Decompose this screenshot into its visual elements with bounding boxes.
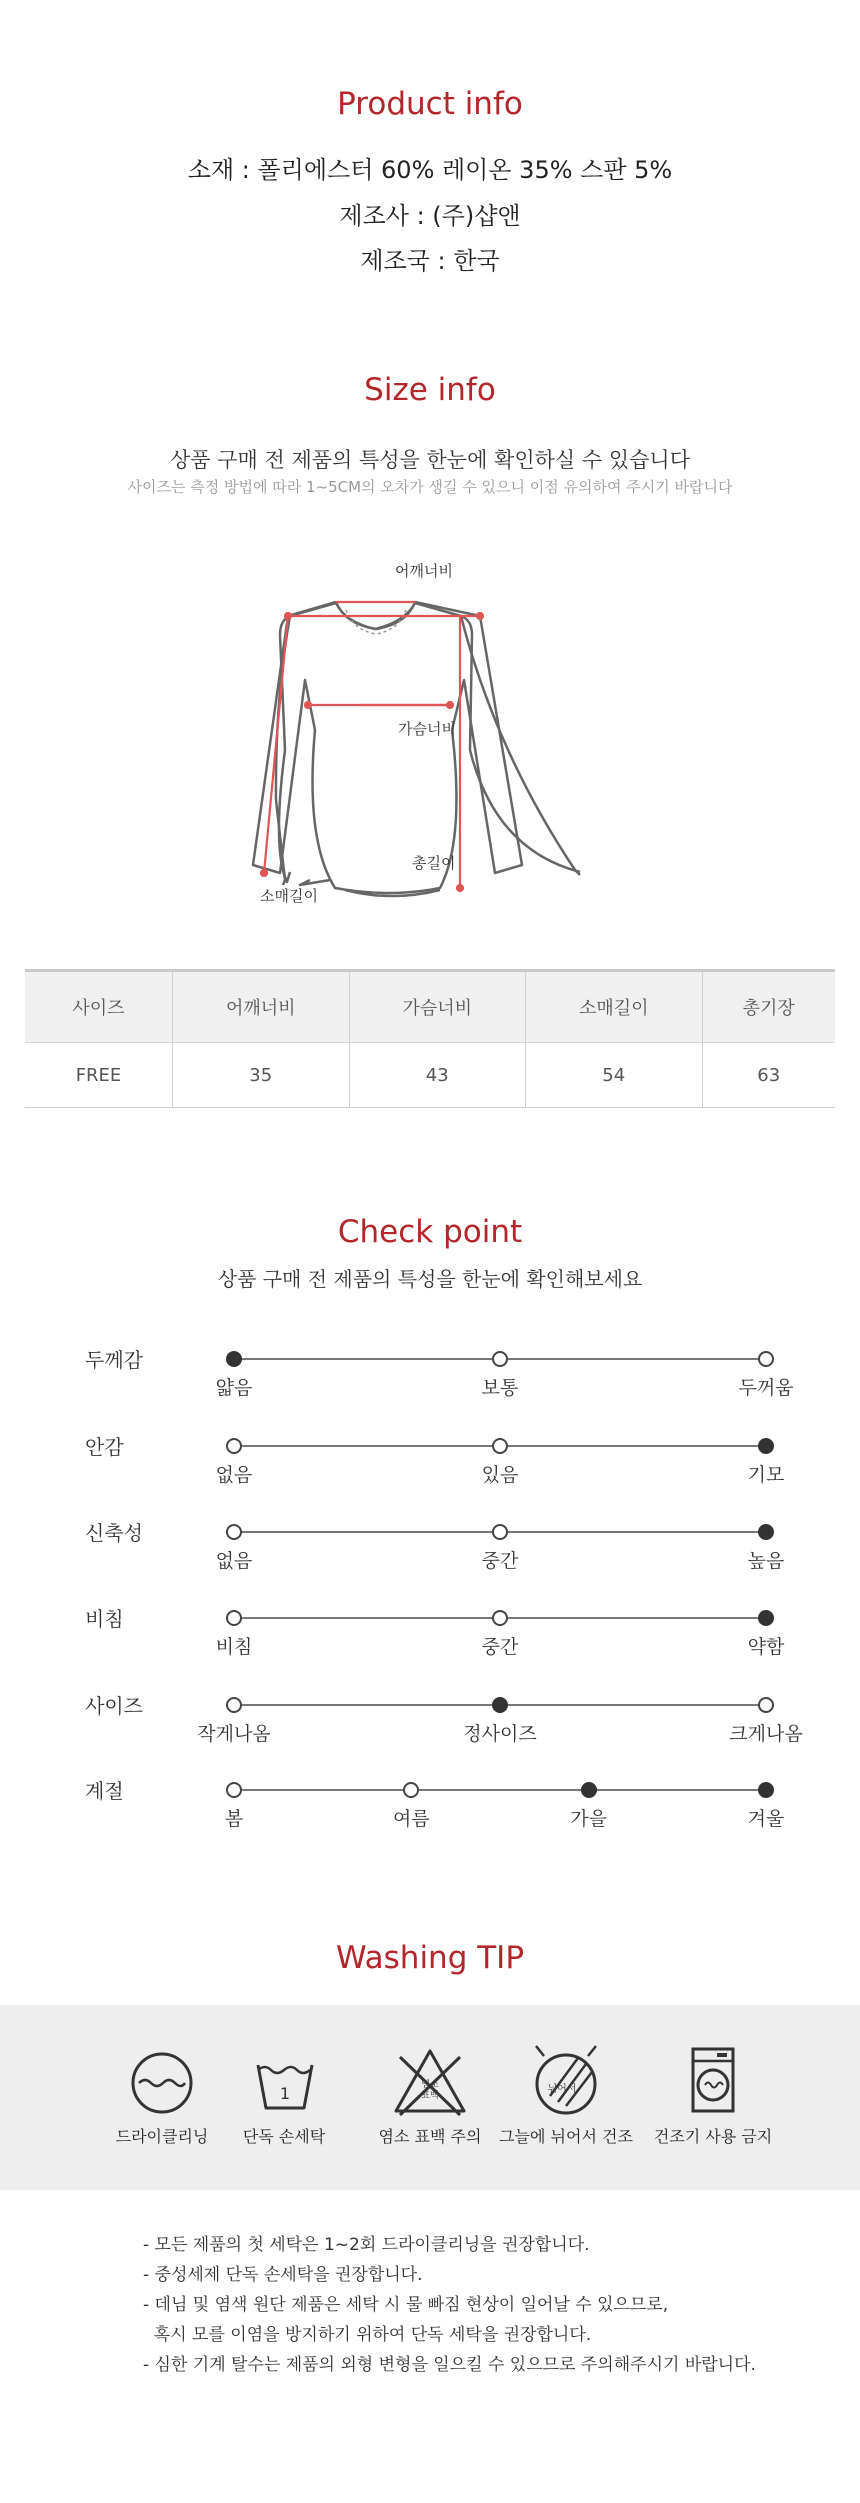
header-sleeve: 소매길이 [526,971,703,1043]
cell-chest: 43 [349,1043,526,1108]
material-line: 소재 : 폴리에스터 60% 레이온 35% 스판 5% [187,156,673,184]
size-info-subtitle: 상품 구매 전 제품의 특성을 한눈에 확인하실 수 있습니다 [170,448,690,472]
check-point-dot [492,1351,508,1367]
hand-wash-icon [244,2043,324,2123]
check-point-option: 비침 [215,1636,253,1658]
check-point-dot [492,1524,508,1540]
check-point-dot [226,1524,242,1540]
size-table [25,969,835,1108]
check-point-dot [758,1438,774,1454]
check-point-option: 높음 [747,1550,785,1572]
check-point-dot [758,1351,774,1367]
check-point-option: 크게나옴 [729,1723,803,1745]
check-point-dot [581,1782,597,1798]
header-size: 사이즈 [25,971,173,1043]
check-point-dot [758,1782,774,1798]
header-chest: 가슴너비 [349,971,526,1043]
svg-text:뉘어서: 뉘어서 [547,2084,577,2095]
check-point-option: 없음 [215,1464,253,1486]
check-point-title: Check point [337,1214,523,1250]
shade-dry-icon [526,2040,606,2120]
check-point-track [234,1789,766,1791]
product-info-title: Product info [337,86,523,122]
manufacturer-line: 제조사 : (주)샵앤 [339,202,521,230]
no-bleach-icon [390,2043,470,2123]
check-point-option: 있음 [481,1464,519,1486]
washing-note-4: 혹시 모를 이염을 방지하기 위하여 단독 세탁을 권장합니다. [143,2325,592,2345]
no-dryer-label: 건조기 사용 금지 [653,2127,773,2146]
check-point-option: 가을 [570,1808,608,1830]
no-bleach-label: 염소 표백 주의 [378,2127,482,2146]
check-point-option: 여름 [392,1808,430,1830]
check-point-option: 중간 [481,1636,519,1658]
check-point-dot [492,1697,508,1713]
cell-length: 63 [702,1043,835,1108]
check-point-option: 약함 [747,1636,785,1658]
check-point-dot [492,1610,508,1626]
chest-label: 가슴너비 [398,720,456,738]
check-point-option: 두꺼움 [738,1377,794,1399]
sleeve-label: 소매길이 [260,887,318,905]
check-point-dot [403,1782,419,1798]
check-point-option: 정사이즈 [463,1723,537,1745]
dry-clean-icon [122,2043,202,2123]
check-point-dot [226,1697,242,1713]
dry-clean-label: 드라이클리닝 [115,2127,209,2146]
check-point-dot [758,1610,774,1626]
size-info-note: 사이즈는 측정 방법에 따라 1~5CM의 오차가 생길 수 있으니 이점 유의하여 주시기 바랍니다 [127,478,733,496]
check-point-dot [226,1351,242,1367]
hand-wash-label: 단독 손세탁 [242,2127,326,2146]
check-point-option: 중간 [481,1550,519,1572]
check-point-dot [758,1697,774,1713]
check-point-option: 보통 [481,1377,519,1399]
check-point-dot [492,1438,508,1454]
check-point-option: 봄 [224,1808,244,1830]
check-point-dot [226,1438,242,1454]
length-label: 총길이 [412,854,456,872]
washing-note-2: - 중성세제 단독 손세탁을 권장합니다. [143,2265,423,2285]
svg-text:1: 1 [279,2084,291,2103]
check-point-label: 비침 [85,1607,124,1631]
check-point-option: 얇음 [215,1377,253,1399]
svg-text:염소: 염소 [421,2080,439,2090]
size-info-title: Size info [364,372,496,408]
check-point-label: 안감 [85,1435,124,1459]
header-shoulder: 어깨너비 [173,971,350,1043]
washing-notes [143,2230,756,2380]
washing-note-5: - 심한 기계 탈수는 제품의 외형 변형을 일으킬 수 있으므로 주의해주시기 바랍니다. [143,2355,756,2375]
size-table-header-row [25,971,835,1043]
check-point-option: 작게나옴 [197,1723,271,1745]
no-dryer-icon [673,2043,753,2123]
check-point-subtitle: 상품 구매 전 제품의 특성을 한눈에 확인해보세요 [217,1267,643,1291]
cell-size: FREE [25,1043,173,1108]
check-point-label: 신축성 [85,1521,143,1545]
check-point-dot [226,1610,242,1626]
svg-text:표백: 표백 [421,2091,439,2101]
header-length: 총기장 [702,971,835,1043]
check-point-label: 사이즈 [85,1694,143,1718]
check-point-dot [758,1524,774,1540]
cell-shoulder: 35 [173,1043,350,1108]
washing-tip-title: Washing TIP [335,1940,525,1976]
check-point-option: 없음 [215,1550,253,1572]
check-point-dot [226,1782,242,1798]
table-row [25,1043,835,1108]
check-point-label: 계절 [85,1779,124,1803]
shoulder-label: 어깨너비 [395,562,453,580]
cell-sleeve: 54 [526,1043,703,1108]
washing-note-1: - 모든 제품의 첫 세탁은 1~2회 드라이클리닝을 권장합니다. [143,2235,590,2255]
shade-dry-label: 그늘에 뉘어서 건조 [499,2127,633,2146]
washing-note-3: - 데님 및 염색 원단 제품은 세탁 시 물 빠짐 현상이 일어날 수 있으므로, [143,2295,669,2315]
check-point-option: 기모 [747,1464,785,1486]
check-point-label: 두께감 [85,1348,143,1372]
check-point-option: 겨울 [747,1808,785,1830]
origin-line: 제조국 : 한국 [360,247,500,275]
